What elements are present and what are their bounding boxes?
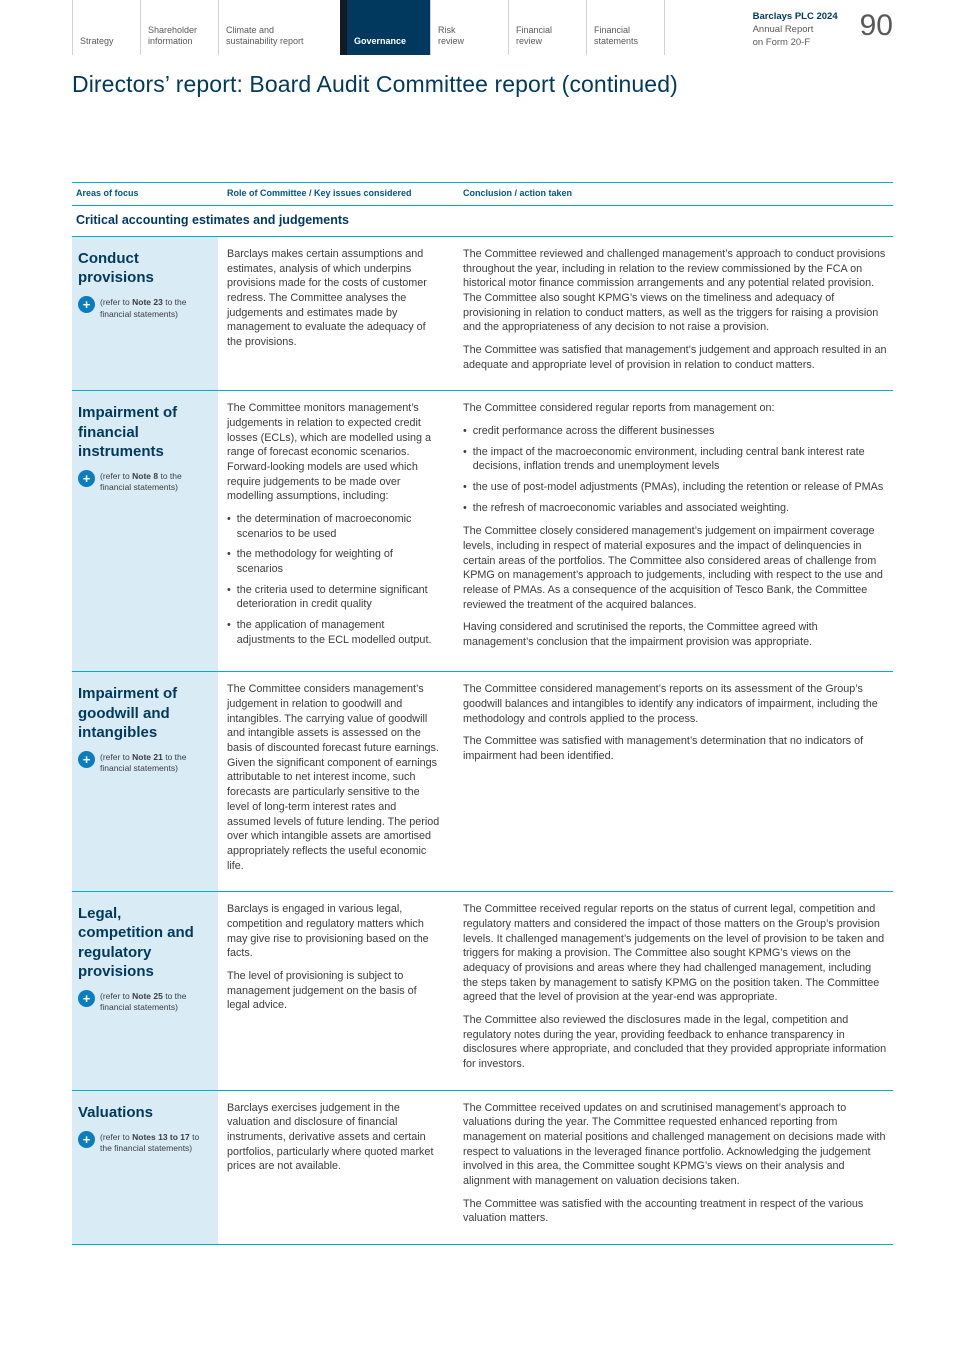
areas-of-focus-cell (72, 672, 218, 891)
plus-icon[interactable]: + (78, 1131, 95, 1148)
bullet-item (227, 547, 441, 576)
paragraph: The Committee considered management’s reports on its assessment of the Group’s goodwill balances and intangibles to identify any indicators of impairment, including the methodology and controls applied to the process. (463, 683, 878, 725)
tab-climate-and-sustainability-report[interactable] (218, 0, 340, 55)
bullet-marker: • (227, 548, 231, 561)
report-subtitle-line1: Annual Report (752, 23, 814, 35)
paragraph: Having considered and scrutinised the reports, the Committee agreed with management’s conclusion that the impairment provision was appropriate. (463, 621, 818, 649)
table-row (72, 672, 893, 892)
section-header-critical-accounting: Critical accounting estimates and judgements (72, 206, 893, 237)
column-header-conclusion: Conclusion / action taken (463, 188, 573, 198)
area-title: Conduct provisions (78, 250, 154, 287)
paragraph: The Committee was satisfied with the accounting treatment in respect of the various valuation matters. (463, 1197, 864, 1225)
area-title: Valuations (78, 1103, 154, 1121)
tab-label: Risk review (438, 24, 465, 47)
area-title: Impairment of financial instruments (78, 404, 178, 460)
paragraph: Barclays is engaged in various legal, competition and regulatory matters which may give rise to provisioning based on the facts. (227, 903, 429, 960)
role-cell (218, 237, 455, 390)
table-row (72, 237, 893, 391)
tab-risk-review[interactable] (430, 0, 508, 55)
page-number: 90 (859, 9, 893, 42)
conclusion-cell (455, 892, 893, 1089)
table-row (72, 1091, 893, 1245)
bullet-marker: • (463, 425, 467, 438)
table-header-row (72, 182, 893, 206)
areas-of-focus-cell (72, 391, 218, 671)
tab-strategy[interactable] (72, 0, 140, 55)
column-header-areas-of-focus: Areas of focus (76, 188, 139, 198)
bullet-item (227, 583, 441, 612)
tab-shareholder-information[interactable] (140, 0, 218, 55)
table-row (72, 391, 893, 672)
report-meta-text (753, 11, 838, 55)
bullet-marker: • (463, 445, 467, 458)
report-name: Barclays PLC 2024 (752, 11, 838, 22)
bullet-item (227, 618, 441, 647)
note-reference (78, 751, 210, 775)
bullet-text: the determination of macroeconomic scenarios to be used (236, 513, 412, 540)
tab-financial-statements[interactable] (586, 0, 665, 55)
column-header-role-of-committee: Role of Committee / Key issues considered (227, 188, 412, 198)
paragraph: Barclays exercises judgement in the valuation and disclosure of financial instruments, derivative assets and certain portfolios, particularly where quoted market prices are not available. (227, 1101, 434, 1173)
bullet-item (463, 480, 887, 495)
note-text: (refer to Note 8 to the financial statements) (100, 470, 182, 493)
bullet-item (227, 512, 441, 541)
bullet-marker: • (463, 481, 467, 494)
conclusion-cell (455, 237, 893, 390)
tab-label: Financial statements (594, 24, 639, 47)
bullet-text: the application of management adjustments to the ECL modelled output. (236, 619, 432, 646)
focus-areas-table (72, 182, 893, 1245)
areas-of-focus-cell (72, 237, 218, 390)
bullet-marker: • (227, 619, 231, 632)
tab-label: Strategy (80, 36, 114, 47)
paragraph: The Committee was satisfied that management’s judgement and approach resulted in an adequate and appropriate level of provision in relation to conduct matters. (463, 344, 887, 371)
tab-financial-review[interactable] (508, 0, 586, 55)
paragraph: The level of provisioning is subject to management judgement on the basis of legal advice. (227, 969, 417, 1012)
note-text: (refer to Note 23 to the financial statements) (100, 297, 187, 319)
bullet-text: the use of post-model adjustments (PMAs), including the retention or release of PMAs (472, 481, 884, 494)
tab-label: Governance (354, 36, 407, 47)
bullet-text: the methodology for weighting of scenarios (236, 548, 393, 576)
tab-label: Shareholder information (148, 24, 198, 47)
plus-icon[interactable]: + (78, 751, 95, 768)
conclusion-cell (455, 672, 893, 891)
note-reference (78, 990, 210, 1014)
report-subtitle-line2: on Form 20-F (752, 36, 811, 48)
table-rows (72, 237, 893, 1245)
paragraph: The Committee monitors management’s judgements in relation to expected credit losses (ECLs), which are modelled using a range of forecast economic scenarios. Forward-looking models are used which require judgements to be made over modelling assumptions, including: (227, 402, 432, 503)
paragraph: The Committee considered regular reports from management on: (463, 402, 775, 415)
paragraph: Barclays makes certain assumptions and estimates, analysis of which underpins provisions made for the costs of customer redress. The Committee analyses the judgements and estimates made by management to evaluate the adequacy of the provisions. (227, 248, 427, 349)
paragraph: The Committee was satisfied with management’s determination that no indicators of impairment had been identified. (463, 735, 864, 763)
note-reference (78, 296, 210, 320)
paragraph: The Committee considers management’s judgement in relation to goodwill and intangibles. The carrying value of goodwill and intangible assets is assessed on the basis of discounted forecast future earnings. Given the significant component of earnings attributable to net interest income, such forecasts are particularly sensitive to the level of long-term interest rates and assumed levels of future lending. The period over which intangible assets are amortised appropriately reflects the useful economic life. (227, 683, 440, 872)
role-cell (218, 391, 455, 671)
plus-icon[interactable]: + (78, 296, 95, 313)
note-text: (refer to Note 25 to the financial statements) (100, 990, 187, 1013)
tab-label: Climate and sustainability report (226, 24, 304, 47)
tab-label: Financial review (516, 24, 553, 47)
report-meta (753, 0, 893, 55)
paragraph: The Committee received regular reports on the status of current legal, competition and regulatory matters and considered the impact of those matters on the Group’s provision levels. It challenged management’s judgements on the level of provision to be taken and triggers for making a provision. The Committee also sought KPMG’s views on the adequacy of provisions and areas where they had challenged management, including the steps taken by management to satisfy KPMG on the position taken. The Committee agreed that the level of provision at the year-end was appropriate. (463, 903, 885, 1004)
area-title: Impairment of goodwill and intangibles (78, 685, 178, 741)
area-title: Legal, competition and regulatory provisions (78, 905, 194, 980)
plus-icon[interactable]: + (78, 990, 95, 1007)
bullet-marker: • (227, 513, 231, 526)
bullet-text: the refresh of macroeconomic variables and associated weighting. (472, 501, 790, 514)
plus-icon[interactable]: + (78, 470, 95, 487)
bullet-marker: • (227, 583, 231, 596)
bullet-text: the criteria used to determine significant deterioration in credit quality (236, 583, 428, 611)
areas-of-focus-cell (72, 1091, 218, 1244)
paragraph: The Committee closely considered management’s judgement on impairment coverage levels, including in respect of material exposures and the impact of delinquencies in certain areas of the portfolios. The Committee also considered areas of challenge from KPMG on management’s approach to judgements, including with respect to the use and release of PMAs. As a consequence of the acquisition of Tesco Bank, the Committee reviewed the treatment of the acquired balances. (463, 525, 883, 611)
role-cell (218, 1091, 455, 1244)
note-reference (78, 1131, 210, 1155)
bullet-text: the impact of the macroeconomic environment, including central bank interest rate decisions, inflation trends and unemployment levels (472, 445, 865, 473)
top-navigation (72, 0, 893, 55)
paragraph: The Committee also reviewed the disclosures made in the legal, competition and regulatory notes during the year, providing feedback to enhance transparency in disclosures where appropriate, and concluded that they provided appropriate information for investors. (463, 1013, 887, 1070)
note-reference (78, 470, 210, 494)
note-text: (refer to Notes 13 to 17 to the financial statements) (100, 1131, 200, 1154)
conclusion-cell (455, 1091, 893, 1244)
tab-governance[interactable] (340, 0, 430, 55)
role-cell (218, 892, 455, 1089)
paragraph: The Committee received updates on and scrutinised management’s approach to valuations during the year. The Committee requested enhanced reporting from management on material positions and challenged management on decisions made with respect to valuations in the leveraged finance portfolio. Acknowledging the judgement involved in this area, the Committee sought KPMG’s views on their analysis and alignment with management on valuation decisions taken. (463, 1101, 886, 1187)
page-title: Directors’ report: Board Audit Committee report (continued) (72, 71, 678, 97)
section-tabs (72, 0, 665, 55)
role-cell (218, 672, 455, 891)
conclusion-cell (455, 391, 893, 671)
paragraph: The Committee reviewed and challenged management’s approach to conduct provisions throughout the year, including in relation to the review commissioned by the FCA on historical motor finance commission arrangements and any potential related provision. The Committee also sought KPMG’s views on the timeliness and adequacy of provisioning in relation to conduct matters, as well as the triggers for raising a provision and the appropriateness of any decision to not raise a provision. (463, 248, 886, 334)
table-row (72, 892, 893, 1090)
bullet-marker: • (463, 501, 467, 514)
bullet-item (463, 501, 887, 516)
bullet-item (463, 424, 887, 439)
note-text: (refer to Note 21 to the financial statements) (100, 752, 187, 774)
bullet-text: credit performance across the different businesses (472, 425, 715, 438)
bullet-item (463, 445, 887, 474)
areas-of-focus-cell (72, 892, 218, 1089)
